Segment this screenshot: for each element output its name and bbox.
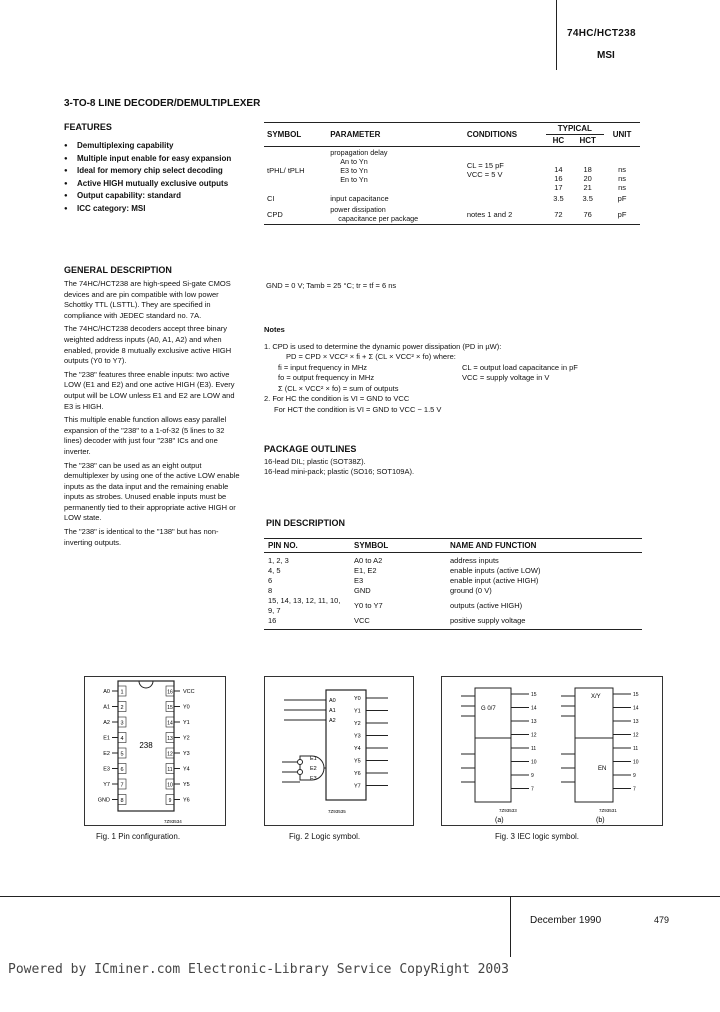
row-hct: 76 — [583, 209, 592, 219]
pin-number: 8 — [120, 798, 124, 804]
fig3-label-b: (b) — [596, 817, 605, 824]
pin-no: 8 — [268, 586, 273, 595]
pin-label: A1 — [103, 704, 110, 711]
pin-function: address inputs — [450, 556, 499, 565]
row-unit: ns — [618, 165, 626, 174]
iec-output-number: 10 — [633, 759, 639, 766]
package-line: 16-lead mini-pack; plastic (SO16; SOT109A). — [264, 467, 415, 476]
notes-heading: Notes — [264, 325, 285, 334]
row-symbol: CPD — [267, 209, 283, 219]
fig1-pin-diagram — [84, 676, 226, 826]
row-condition: notes 1 and 2 — [466, 209, 513, 219]
iec-xy-label: X/Y — [591, 694, 601, 700]
output-label: Y4 — [354, 746, 361, 752]
note-cl: CL = output load capacitance in pF — [462, 362, 578, 372]
pin-label: Y6 — [183, 797, 190, 804]
general-paragraph: The "238" features three enable inputs: two active LOW (E1 and E2) and one active HIGH (E3). Every output will be LOW unless E1 and E2 are LOW and E3 is HIGH. — [64, 369, 235, 411]
row-condition: CL = 15 pF — [466, 161, 504, 170]
input-label: A0 — [329, 698, 336, 704]
iec-output-number: 9 — [633, 773, 636, 779]
note-2a: 2. For HC the condition is VI = GND to VCC — [264, 394, 410, 403]
table-row — [264, 586, 642, 596]
iec-output-number: 14 — [633, 705, 639, 712]
pin-number: 7 — [120, 782, 124, 789]
iec-output-number: 7 — [633, 786, 636, 793]
table-row — [264, 553, 642, 567]
row-hc: 16 — [554, 174, 563, 183]
pin-label: E3 — [103, 766, 110, 773]
input-label: A1 — [329, 708, 336, 714]
pin-label: Y4 — [183, 766, 190, 773]
page-title: 3-TO-8 LINE DECODER/DEMULTIPLEXER — [64, 98, 261, 109]
pin-label: E2 — [103, 751, 110, 757]
pin-number: 10 — [167, 782, 173, 789]
pin-heading: PIN DESCRIPTION — [266, 518, 346, 528]
iec-output-number: 11 — [633, 746, 639, 752]
feature-item: ● Multiple input enable for easy expansion — [64, 153, 264, 166]
credit-line: Powered by ICminer.com Electronic-Library Service CopyRight 2003 — [8, 962, 509, 977]
col-unit: UNIT — [612, 130, 632, 139]
pin-no: 15, 14, 13, 12, 11, 10, 9, 7 — [268, 596, 341, 615]
output-label: Y1 — [354, 708, 361, 715]
pin-label: E1 — [103, 735, 110, 742]
row-param: E3 to Yn — [340, 166, 368, 175]
row-unit: ns — [618, 183, 626, 192]
ic-notch — [139, 681, 153, 688]
row-param: capacitance per package — [338, 214, 419, 223]
col-symbol: SYMBOL — [267, 130, 302, 139]
col-conditions: CONDITIONS — [466, 130, 518, 139]
output-label: Y0 — [354, 696, 361, 702]
row-hct: 21 — [583, 183, 592, 192]
pin-label: VCC — [183, 689, 195, 695]
feature-item: ● Output capability: standard — [64, 190, 264, 203]
table-footnote: GND = 0 V; Tamb = 25 °C; tr = tf = 6 ns — [266, 281, 397, 290]
pin-col-symbol: SYMBOL — [350, 539, 446, 553]
row-unit: pF — [617, 209, 627, 219]
pin-function: positive supply voltage — [450, 616, 526, 625]
col-hc: HC — [552, 136, 565, 145]
iec-output-number: 15 — [531, 692, 537, 698]
package-heading: PACKAGE OUTLINES — [264, 444, 357, 454]
note-fo: fo = output frequency in MHz — [278, 372, 375, 382]
pin-no: 16 — [268, 616, 277, 625]
row-symbol: CI — [267, 194, 275, 203]
fig-code: 7Z93534 — [164, 819, 182, 824]
general-paragraph: The "238" can be used as an eight output demultiplexer by using one of the active LOW enable inputs as the data input and the remaining enable inputs as strobes. Unused enable inputs must be permanently tied to their appropriate active HIGH or LOW state. — [64, 460, 240, 523]
pin-symbol: A0 to A2 — [354, 556, 383, 565]
pin-number: 12 — [167, 751, 173, 758]
table-row — [264, 566, 642, 576]
table-row — [264, 596, 642, 616]
fig1-caption: Fig. 1 Pin configuration. — [96, 832, 181, 841]
header-rule — [556, 0, 557, 70]
pin-label: A0 — [103, 689, 110, 695]
pin-label: Y1 — [183, 720, 190, 726]
pin-function: enable input (active HIGH) — [450, 576, 539, 585]
notes — [264, 325, 664, 415]
note-sum: Σ (CL × VCC² × fo) = sum of outputs — [278, 383, 399, 393]
output-label: Y7 — [354, 783, 361, 790]
iec-g-label: G 0/7 — [481, 706, 496, 712]
input-label: A2 — [329, 718, 336, 724]
fig-code: 7Z93533 — [499, 808, 517, 813]
pin-col-function: NAME AND FUNCTION — [446, 539, 642, 553]
iec-en-label: EN — [598, 766, 607, 772]
table-row — [264, 204, 640, 225]
iec-output-number: 14 — [531, 705, 537, 712]
row-condition: VCC = 5 V — [466, 170, 503, 179]
iec-box-b — [575, 688, 613, 802]
table-row — [264, 576, 642, 586]
fig-code: 7Z93531 — [599, 808, 617, 813]
pin-number: 1 — [120, 689, 124, 696]
output-label: Y6 — [354, 771, 361, 777]
row-hc: 72 — [554, 209, 563, 219]
note-formula: PD = CPD × VCC² × fi + Σ (CL × VCC² × fo) where: — [286, 352, 456, 361]
pin-no: 4, 5 — [268, 566, 281, 575]
iec-output-number: 13 — [531, 719, 537, 725]
row-symbol: tPHL/ tPLH — [267, 165, 305, 175]
pin-symbol: GND — [354, 586, 371, 595]
pin-number: 13 — [167, 736, 173, 742]
note-vcc: VCC = supply voltage in V — [462, 372, 550, 382]
pin-function: outputs (active HIGH) — [450, 601, 523, 610]
row-hct: 3.5 — [582, 194, 593, 203]
table-row — [264, 616, 642, 630]
row-hct: 18 — [583, 165, 592, 174]
fig3-label-a: (a) — [495, 817, 504, 824]
pin-number: 16 — [167, 689, 173, 696]
pin-number: 5 — [120, 751, 124, 758]
pin-function: ground (0 V) — [450, 586, 492, 595]
output-label: Y2 — [354, 721, 361, 727]
general-paragraph: The 74HC/HCT238 decoders accept three binary weighted address inputs (A0, A1, A2) and when enabled, provide 8 mutually exclusive active HIGH outputs (Y0 to Y7). — [64, 324, 232, 366]
output-label: Y5 — [354, 758, 361, 765]
footer-date: December 1990 — [530, 915, 602, 926]
feature-item: ● ICC category: MSI — [64, 203, 264, 216]
iec-output-number: 12 — [633, 732, 639, 739]
pin-number: 15 — [167, 705, 173, 711]
package-outlines — [264, 444, 414, 478]
pin-label: GND — [97, 797, 110, 804]
pin-symbol: VCC — [354, 616, 370, 625]
footer-rule — [0, 896, 720, 897]
iec-output-number: 10 — [531, 759, 537, 766]
quick-reference-table — [264, 122, 640, 225]
iec-output-number: 9 — [531, 773, 534, 779]
row-param: input capacitance — [330, 194, 389, 203]
pin-symbol: Y0 to Y7 — [354, 601, 383, 610]
general-paragraph: The 74HC/HCT238 are high-speed Si-gate CMOS devices and are pin compatible with low power Schottky TTL (LSTTL). They are specified in compliance with JEDEC standard no. 7A. — [64, 279, 231, 320]
pin-label: Y5 — [183, 782, 190, 788]
pin-function: enable inputs (active LOW) — [450, 566, 541, 575]
row-param: En to Yn — [340, 175, 368, 184]
fig3-caption: Fig. 3 IEC logic symbol. — [495, 832, 580, 841]
fig-code: 7Z93535 — [328, 809, 346, 814]
fig3-iec-symbol — [441, 676, 663, 826]
pin-number: 4 — [120, 736, 124, 742]
features-list — [64, 140, 264, 216]
enable-label: E2 — [310, 766, 317, 772]
row-unit: ns — [618, 174, 626, 183]
pin-label: Y3 — [183, 751, 190, 757]
col-parameter: PARAMETER — [330, 130, 381, 139]
row-param-title: propagation delay — [330, 148, 388, 157]
iec-output-number: 11 — [531, 746, 537, 752]
feature-item: ● Demultiplexing capability — [64, 140, 264, 153]
inversion-bubble — [298, 760, 303, 765]
row-unit: pF — [617, 194, 627, 203]
device-class: MSI — [597, 50, 615, 61]
note-1: 1. CPD is used to determine the dynamic power dissipation (PD in µW): — [264, 341, 502, 351]
row-param: power dissipation — [330, 205, 386, 214]
pin-label: Y2 — [183, 735, 190, 742]
feature-item: ● Active HIGH mutually exclusive outputs — [64, 178, 264, 191]
part-number: 74HC/HCT238 — [567, 28, 636, 39]
pin-number: 6 — [120, 767, 124, 773]
pin-number: 3 — [120, 720, 124, 727]
pin-col-no: PIN NO. — [264, 539, 350, 553]
output-label: Y3 — [354, 733, 361, 740]
pin-number: 9 — [168, 798, 172, 804]
general-description — [64, 279, 244, 551]
pin-number: 2 — [120, 705, 124, 711]
table-row — [264, 147, 640, 194]
fig2-logic-symbol — [264, 676, 414, 826]
pin-symbol: E1, E2 — [354, 566, 377, 575]
pin-symbol: E3 — [354, 576, 364, 585]
footer-divider — [510, 897, 511, 957]
iec-output-number: 12 — [531, 732, 537, 739]
pin-no: 1, 2, 3 — [268, 556, 289, 565]
package-line: 16-lead DIL; plastic (SOT38Z). — [264, 456, 366, 466]
col-typical: TYPICAL — [557, 124, 592, 133]
pin-label: A2 — [103, 720, 110, 726]
ic-label: 238 — [139, 741, 153, 750]
row-hc: 3.5 — [553, 194, 564, 203]
general-paragraph: The "238" is identical to the "138" but has non-inverting outputs. — [64, 527, 219, 547]
iec-output-number: 7 — [531, 786, 534, 793]
inversion-bubble — [298, 770, 303, 775]
general-paragraph: This multiple enable function allows easy parallel expansion of the "238" to a 1-of-32 (5 lines to 32 lines) decoder with just four "238" ICs and one inverter. — [64, 415, 227, 456]
general-heading: GENERAL DESCRIPTION — [64, 265, 172, 275]
row-param: An to Yn — [340, 157, 368, 166]
table-row — [264, 193, 640, 204]
iec-output-number: 13 — [633, 719, 639, 725]
pin-number: 14 — [167, 720, 173, 727]
pin-label: Y0 — [183, 704, 190, 711]
pin-label: Y7 — [103, 782, 110, 788]
iec-output-number: 15 — [633, 692, 639, 698]
pin-number: 11 — [167, 767, 173, 773]
row-hct: 20 — [583, 174, 592, 183]
features-heading: FEATURES — [64, 122, 112, 132]
note-2b: For HCT the condition is VI = GND to VCC − 1.5 V — [274, 404, 442, 414]
feature-item: ● Ideal for memory chip select decoding — [64, 165, 264, 178]
fig2-caption: Fig. 2 Logic symbol. — [289, 832, 361, 841]
col-hct: HCT — [579, 136, 596, 145]
row-hc: 17 — [554, 183, 563, 192]
pin-table — [264, 538, 642, 630]
row-hc: 14 — [554, 165, 563, 174]
note-fi: fi = input frequency in MHz — [278, 362, 368, 372]
page-number: 479 — [654, 915, 670, 925]
pin-no: 6 — [268, 576, 273, 585]
enable-label: E1 — [310, 756, 317, 762]
enable-label: E3 — [310, 776, 317, 782]
